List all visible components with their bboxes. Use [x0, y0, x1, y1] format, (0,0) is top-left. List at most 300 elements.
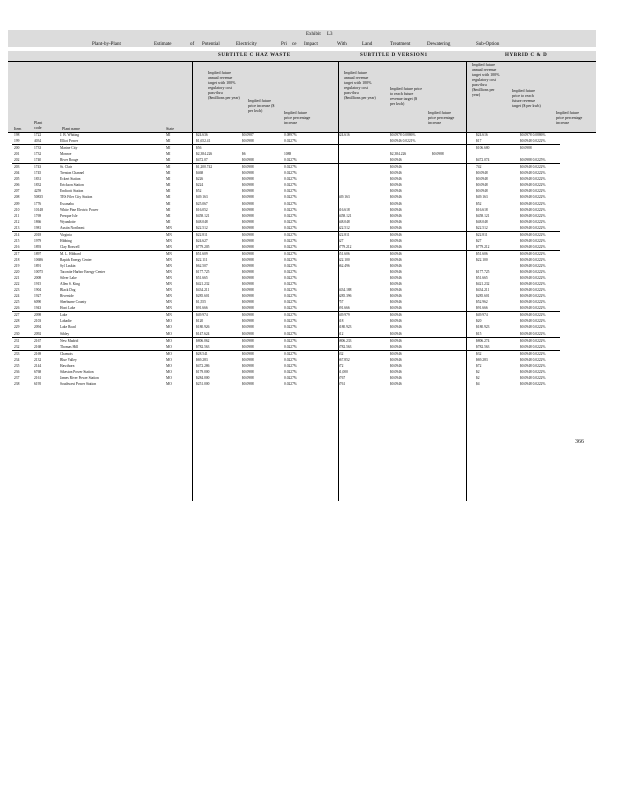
cell-b-revenue: $67.852 [338, 357, 350, 362]
cell-c-revenue: $15 [476, 331, 482, 336]
cell-a-revenue: $24.636 [196, 133, 208, 137]
cell-plant-name: Labadie [60, 319, 72, 324]
cell-c-revenue: $52 [476, 201, 482, 206]
cell-item: 229 [14, 325, 20, 330]
cell-item: 220 [14, 270, 20, 275]
cell-plant-code: 10148 [34, 207, 43, 212]
cell-b-price: $0.0946 [390, 225, 402, 230]
cell-item: 227 [14, 313, 20, 318]
cell-a-revenue: $49.163 [196, 195, 208, 200]
cell-state: MI [166, 195, 171, 200]
cell-plant-name: Clay Boswell [60, 244, 80, 249]
cell-b-price: $0.0946 [390, 219, 402, 224]
cell-b-revenue: $62.496 [338, 263, 350, 268]
cell-plant-name: White Pine Electric Power [60, 207, 99, 212]
cell-a-pct: 0.0227% [284, 165, 297, 170]
cell-c-price: $0.0948 0.0222% [520, 251, 546, 256]
cell-b-revenue: $1,000 [338, 369, 348, 374]
title-word: Potential [202, 42, 220, 47]
col-header-b2: Implied future price to reach future revenue target ($ per kwh) [390, 86, 422, 106]
cell-b-price: $0.0946 [390, 195, 402, 200]
cell-plant-code: 1866 [34, 219, 42, 224]
cell-plant-code: 6768 [34, 369, 42, 374]
cell-plant-code: 6090 [34, 300, 42, 305]
cell-plant-code: 1745 [34, 171, 42, 176]
cell-plant-code: 1943 [34, 306, 42, 311]
cell-a-revenue: $782.563 [196, 344, 210, 349]
cell-item: 213 [14, 225, 20, 230]
cell-state: MN [166, 294, 172, 299]
title-word: Estimate [154, 42, 172, 47]
cell-a-pct: 0.0227% [284, 195, 297, 200]
table-row [12, 337, 560, 344]
cell-a-price: $0.0988 [242, 319, 254, 324]
cell-item: 224 [14, 294, 20, 299]
cell-a-price: $0.0988 [242, 344, 254, 349]
cell-b-price: $0.0946 [390, 375, 402, 380]
cell-b-price: $2,384.226 [390, 152, 407, 157]
cell-state: MN [166, 244, 172, 249]
cell-item: 215 [14, 238, 20, 243]
cell-item: 230 [14, 331, 20, 336]
cell-b-price: $0.0946 0.0221% [390, 139, 416, 144]
title-word: Impact [304, 42, 318, 47]
cell-a-price: $0.0988 [242, 270, 254, 275]
cell-b-revenue: $32 [338, 351, 344, 356]
cell-a-pct: 0.0227% [284, 232, 297, 237]
cell-a-price: $0.0988 [242, 232, 254, 237]
cell-a-revenue: $56 [196, 146, 202, 151]
cell-state: MN [166, 313, 172, 318]
cell-a-price: $0.0988 [242, 331, 254, 336]
cell-plant-name: Hibbing [60, 238, 72, 243]
cell-a-price: $0.0988 [242, 325, 254, 330]
cell-a-revenue: $224 [196, 183, 204, 188]
cell-b-price: $0.0946 [390, 207, 402, 212]
cell-c-revenue: $51.606 [476, 251, 488, 256]
cell-a-pct: 0.0227% [284, 244, 297, 249]
cell-c-price: $0.0948 0.0222% [520, 263, 546, 268]
cell-plant-code: 1981 [34, 225, 42, 230]
cell-c-price: $0.0948 0.0222% [520, 313, 546, 318]
cell-a-price: $0.0988 [242, 357, 254, 362]
cell-c-revenue: $49.974 [476, 313, 488, 318]
cell-a-revenue: $16.052 [196, 207, 208, 212]
cell-a-pct: 0.0227% [284, 263, 297, 268]
cell-b-price: $0.0946 [390, 171, 402, 176]
cell-item: 235 [14, 363, 20, 368]
cell-c-price: $0.0948 0.0222% [520, 270, 546, 275]
cell-c-revenue: $48.048 [476, 219, 488, 224]
cell-c-revenue: $806.274 [476, 338, 490, 343]
subtitle-d-version1: SUBTITLE D VERSION1 [360, 53, 428, 58]
cell-c-price: $0.0948 0.0222% [520, 225, 546, 230]
cell-b-revenue: $779.212 [338, 244, 352, 249]
cell-item: 200 [14, 146, 20, 151]
cell-a-pct: 0.0227% [284, 319, 297, 324]
cell-plant-name: Rapids Energy Center [60, 257, 92, 262]
cell-b-revenue: $49.979 [338, 313, 350, 318]
cell-item: 198 [14, 133, 20, 137]
cell-plant-name: Blue Valley [60, 357, 77, 362]
cell-state: MN [166, 282, 172, 287]
cell-plant-code: 1722 [34, 133, 42, 137]
cell-item: 206 [14, 183, 20, 188]
table-row [12, 350, 560, 357]
cell-a-revenue: $28.541 [196, 351, 208, 356]
cell-plant-code: 1897 [34, 251, 42, 256]
cell-a-price: $0.0988 [242, 338, 254, 343]
cell-b-price: $0.0946 [390, 189, 402, 194]
cell-b-price: $0.0946 [390, 294, 402, 299]
cell-b-price: $0.0946 [390, 306, 402, 311]
cell-b-price: $0.0946 [390, 276, 402, 281]
cell-plant-name: Silver Lake [60, 276, 77, 281]
cell-a-pct: 0.0227% [284, 251, 297, 256]
cell-item: 237 [14, 375, 20, 380]
cell-a-pct: 0.0227% [284, 225, 297, 230]
cell-plant-code: 4034 [34, 139, 42, 144]
cell-c-revenue: $421.232 [476, 282, 490, 287]
cell-c-revenue: $4 [476, 381, 480, 386]
cell-c-revenue: $16.618 [476, 207, 488, 212]
cell-a-price: $0.0988 [242, 189, 254, 194]
cell-b-revenue: $27 [338, 238, 344, 243]
cell-state: MI [166, 158, 171, 163]
cell-c-price: $0.0948 0.0222% [520, 344, 546, 349]
title-word: Treatment [390, 42, 411, 47]
cell-a-revenue: $51.665 [196, 276, 208, 281]
cell-state: MO [166, 331, 172, 336]
cell-a-revenue: $1,200.742 [196, 165, 213, 170]
cell-state: MI [166, 139, 171, 144]
cell-plant-name: Eckert Station [60, 177, 81, 182]
cell-a-revenue: $180.926 [196, 325, 210, 330]
cell-state: MO [166, 344, 172, 349]
cell-a-revenue: $284.000 [196, 375, 210, 380]
cell-plant-code: 2169 [34, 351, 42, 356]
title-word: With [337, 42, 347, 47]
cell-b-price: $0.0946 [390, 381, 402, 386]
cell-plant-code: 1927 [34, 294, 42, 299]
cell-b-revenue: 757 [338, 300, 344, 305]
cell-item: 225 [14, 300, 20, 305]
cell-a-pct: 0.0227% [284, 331, 297, 336]
cell-plant-code: 2092 [34, 331, 42, 336]
header-rule-top [8, 61, 596, 62]
cell-a-revenue: $24.627 [196, 238, 208, 243]
cell-item: 210 [14, 207, 20, 212]
cell-a-price: $0.0988 [242, 139, 254, 144]
cell-state: MI [166, 189, 171, 194]
cell-a-pct: 0.0227% [284, 369, 297, 374]
cell-c-price: $0.0948 0.0222% [520, 139, 546, 144]
cell-c-price: $0.0948 0.0222% [520, 300, 546, 305]
cell-plant-name: St. Clair [60, 165, 72, 170]
cell-b-revenue: $782.563 [338, 344, 352, 349]
cell-c-price: $0.0948 0.0222% [520, 201, 546, 206]
cell-item: 238 [14, 381, 20, 386]
cell-c-price: $0.0948 0.0222% [520, 238, 546, 243]
cell-a-revenue: $69.283 [196, 357, 208, 362]
cell-a-price: $0.0988 [242, 219, 254, 224]
cell-b-revenue: $767 [338, 375, 346, 380]
cell-plant-code: 1831 [34, 177, 42, 182]
title-word: Pri [281, 42, 287, 47]
cell-item: 203 [14, 165, 20, 170]
cell-a-pct: 0.0227% [284, 288, 297, 293]
cell-a-pct: 0.0227% [284, 257, 297, 262]
cell-a-price: $0.0988 [242, 257, 254, 262]
cell-plant-code: 2168 [34, 344, 42, 349]
cell-state: MI [166, 219, 171, 224]
cell-item: 221 [14, 276, 20, 281]
cell-a-price: $0.0988 [242, 263, 254, 268]
cell-b-revenue: $51.606 [338, 251, 350, 256]
cell-b-price: $0.0946 [390, 158, 402, 163]
cell-a-pct: 0.0227% [284, 189, 297, 194]
cell-plant-code: 1769 [34, 213, 42, 218]
table-row [12, 381, 560, 387]
cell-plant-code: 1904 [34, 288, 42, 293]
col-header-b1: Implied future annual revenue target with 100% regulatory cost pass-thru ($millions per year) [344, 70, 376, 100]
cell-a-price: $0.0988 [242, 381, 254, 386]
cell-a-pct: 0.0227% [284, 313, 297, 318]
cell-a-revenue: $251.000 [196, 381, 210, 386]
cell-b-price: $0.0946 [390, 213, 402, 218]
cell-a-pct: 0.0227% [284, 381, 297, 386]
cell-item: 214 [14, 232, 20, 237]
cell-item: 219 [14, 263, 20, 268]
cell-c-price: $0.0988 [520, 146, 532, 151]
cell-state: MO [166, 363, 172, 368]
cell-c-price: $0.0948 0.0222% [520, 232, 546, 237]
cell-plant-code: 1891 [34, 263, 42, 268]
cell-plant-name: Syl Laskin [60, 263, 76, 268]
cell-a-pct: 1088 [284, 152, 292, 157]
cell-b-price: $0.0946 [390, 363, 402, 368]
cell-item: 204 [14, 171, 20, 176]
table-row [12, 250, 560, 257]
cell-b-price: $0.0946 [390, 232, 402, 237]
cell-b-price: $0.0946 [390, 313, 402, 318]
data-table [12, 132, 560, 387]
cell-c-revenue: $0.0948 [476, 177, 488, 182]
cell-a-revenue: $179.000 [196, 369, 210, 374]
col-header-b3: Implied future price percentage increase [428, 110, 455, 125]
cell-c-price: $0.0948 0.0222% [520, 294, 546, 299]
cell-a-price: $0.0988 [242, 251, 254, 256]
cell-plant-code: 6195 [34, 381, 42, 386]
cell-a-revenue: $285.601 [196, 294, 210, 299]
cell-a-price: $0.0988 [242, 244, 254, 249]
cell-plant-name: New Madrid [60, 338, 79, 343]
cell-b-price: $0.0946 [390, 177, 402, 182]
cell-item: 202 [14, 158, 20, 163]
cell-state: MI [166, 165, 171, 170]
cell-a-revenue: $51.609 [196, 251, 208, 256]
cell-item: 218 [14, 257, 20, 262]
cell-a-price: $0.0988 [242, 306, 254, 311]
cell-a-revenue: $806.062 [196, 338, 210, 343]
cell-c-price: $0.0978 0.0886% [520, 133, 546, 137]
cell-b-price: $0.0946 [390, 165, 402, 170]
cell-c-price: $0.0948 0.0222% [520, 381, 546, 386]
cell-a-price: $0.0988 [242, 171, 254, 176]
cell-a-revenue: $2,384.226 [196, 152, 213, 157]
cell-item: 233 [14, 351, 20, 356]
cell-c-revenue: $91.666 [476, 306, 488, 311]
cell-state: MN [166, 288, 172, 293]
cell-plant-name: Sibley [60, 331, 70, 336]
cell-b-revenue: $434.188 [338, 288, 352, 293]
cell-state: MN [166, 232, 172, 237]
cell-plant-name: Presque Isle [60, 213, 78, 218]
cell-b-price: $0.0946 [390, 344, 402, 349]
cell-plant-code: 1743 [34, 165, 42, 170]
cell-c-price: $0.0948 0.0222% [520, 219, 546, 224]
cell-a-revenue: $25.067 [196, 201, 208, 206]
cell-b-revenue: $22.100 [338, 257, 350, 262]
cell-plant-name: Elliot Power [60, 139, 79, 144]
cell-b-price: $0.0946 [390, 263, 402, 268]
cell-b-price: $0.0946 [390, 300, 402, 305]
cell-plant-name: Lake [60, 313, 68, 318]
cell-a-revenue: $48.048 [196, 219, 208, 224]
cell-state: MN [166, 300, 172, 305]
cell-plant-name: Erickson Station [60, 183, 84, 188]
cell-a-price: $0.0988 [242, 375, 254, 380]
cell-plant-code: 1733 [34, 146, 42, 151]
cell-b-revenue: $24.616 [338, 133, 350, 137]
cell-b-revenue: $22.811 [338, 232, 350, 237]
cell-state: MO [166, 369, 172, 374]
cell-c-revenue: $22.100 [476, 257, 488, 262]
cell-plant-name: J. B. Whiting [60, 133, 80, 137]
cell-item: 205 [14, 177, 20, 182]
cell-item: 208 [14, 195, 20, 200]
title-word: of [190, 42, 195, 47]
cell-c-price: $0.0948 0.0222% [520, 369, 546, 374]
cell-a-revenue: $472.286 [196, 363, 210, 368]
cell-c-price: $0.0988 0.0225% [520, 158, 546, 163]
cell-a-pct: 0.0227% [284, 357, 297, 362]
cell-a-revenue: $226 [196, 177, 204, 182]
cell-c-price: $0.0948 0.0222% [520, 257, 546, 262]
cell-plant-code: 1915 [34, 282, 42, 287]
cell-item: 211 [14, 213, 20, 218]
table-row [12, 144, 560, 151]
cell-c-revenue: $180.923 [476, 325, 490, 330]
cell-a-revenue: $1,652.41 [196, 139, 211, 144]
table-row [12, 231, 560, 238]
cell-state: MO [166, 319, 172, 324]
cell-c-revenue: $51.665 [476, 276, 488, 281]
cell-a-revenue: $22.512 [196, 225, 208, 230]
title-word: Electricity [236, 42, 257, 47]
cell-c-revenue: $0.0948 [476, 189, 488, 194]
cell-c-revenue: $72 [476, 363, 482, 368]
cell-b-price: $0.0946 [390, 351, 402, 356]
cell-item: 234 [14, 357, 20, 362]
cell-plant-name: Chamois [60, 351, 73, 356]
cell-state: MO [166, 338, 172, 343]
cell-plant-name: Southwest Power Station [60, 381, 97, 386]
cell-b-price: $0.0946 [390, 251, 402, 256]
cell-c-revenue: $22.811 [476, 232, 488, 237]
cell-plant-code: 1776 [34, 201, 42, 206]
cell-c-revenue: $106.680 [476, 146, 490, 151]
cell-plant-code: 1740 [34, 158, 42, 163]
cell-state: MI [166, 146, 171, 151]
cell-a-price: $0.0988 [242, 183, 254, 188]
col-header-plant-name: Plant name [62, 126, 80, 131]
cell-c-revenue: $177.725 [476, 270, 490, 275]
cell-state: MO [166, 381, 172, 386]
cell-c-price: $0.0948 0.0222% [520, 363, 546, 368]
title-word: Land [362, 42, 373, 47]
cell-a-pct: 0.0897% [284, 133, 297, 137]
cell-a-pct: 0.0227% [284, 219, 297, 224]
cell-plant-code: 2167 [34, 338, 42, 343]
cell-b-revenue: $72 [338, 363, 344, 368]
cell-a-revenue: $177.725 [196, 270, 210, 275]
cell-a-pct: 0.0227% [284, 375, 297, 380]
cell-state: MI [166, 152, 171, 157]
cell-plant-name: Marine City [60, 146, 78, 151]
cell-c-price: $0.0948 0.0222% [520, 177, 546, 182]
cell-a-revenue: $22.111 [196, 257, 208, 262]
cell-b-price: $0.0946 [390, 325, 402, 330]
cell-c-revenue: $69.283 [476, 357, 488, 362]
cell-b-price: $0.0946 [390, 257, 402, 262]
cell-b-price: $0.0946 [390, 357, 402, 362]
cell-item: 226 [14, 306, 20, 311]
cell-plant-name: TES Filer City Station [60, 195, 93, 200]
cell-a-revenue: $472.07 [196, 158, 208, 163]
cell-c-price: $0.0948 0.0222% [520, 357, 546, 362]
cell-c-price: $0.0948 0.0222% [520, 288, 546, 293]
cell-c-revenue: $49.163 [476, 195, 488, 200]
cell-plant-code: 50835 [34, 195, 43, 200]
cell-a-pct: 0.0227% [284, 294, 297, 299]
cell-plant-name: Taconite Harbor Energy Center [60, 270, 106, 275]
cell-c-price: $0.0948 0.0222% [520, 325, 546, 330]
cell-a-price: $0.0988 [242, 207, 254, 212]
cell-a-revenue: $421.232 [196, 282, 210, 287]
cell-state: MI [166, 177, 171, 182]
cell-item: 209 [14, 201, 20, 206]
cell-plant-name: Escanaba [60, 201, 74, 206]
cell-state: MN [166, 270, 172, 275]
cell-b-price: $0.0946 [390, 369, 402, 374]
col-header-state: State [166, 126, 174, 131]
cell-c-price: $0.0948 0.0222% [520, 183, 546, 188]
cell-c-price: $0.0948 0.0222% [520, 331, 546, 336]
cell-plant-name: Riverside [60, 294, 74, 299]
cell-state: MN [166, 276, 172, 281]
cell-state: MI [166, 213, 171, 218]
cell-c-revenue: $32 [476, 351, 482, 356]
cell-plant-name: Lake Road [60, 325, 76, 330]
cell-plant-code: 10686 [34, 257, 43, 262]
cell-a-price: $0.0988 [242, 288, 254, 293]
cell-c-price: $0.0948 0.0222% [520, 375, 546, 380]
cell-c-price: $0.0948 0.0222% [520, 351, 546, 356]
cell-c-revenue: $17 [476, 139, 482, 144]
cell-b-price: $0.0946 [390, 244, 402, 249]
cell-a-pct: 0.0227% [284, 238, 297, 243]
